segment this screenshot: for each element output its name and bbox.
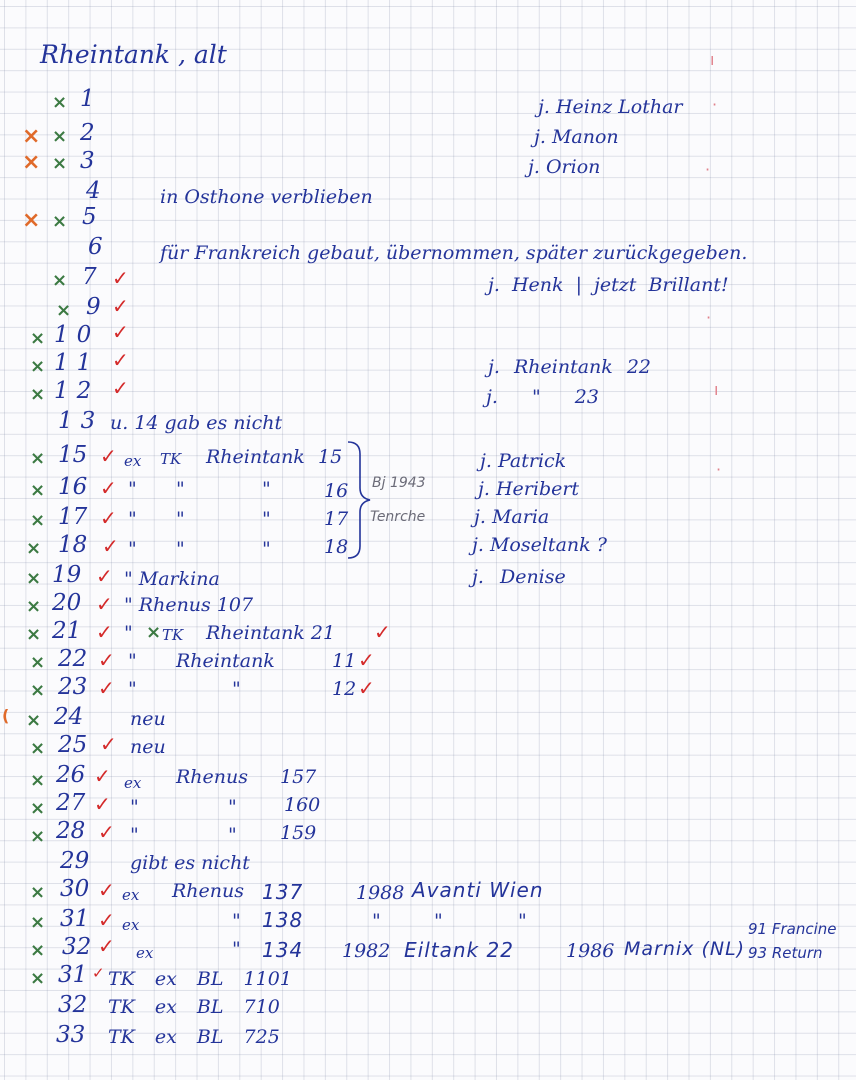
green-cross-mark-icon: × [52,270,68,291]
row-note: u. 14 gab es nicht [110,412,283,434]
row-text: Rheintank 21 [206,622,336,644]
right-note: j. Manon [534,126,619,148]
green-cross-mark-icon: × [52,126,68,147]
right-note: j. Rheintank 22 [488,356,651,378]
red-checkmark-icon: ✓ [112,266,129,290]
ship-number: 157 [280,766,317,788]
red-checkmark-icon: ✓ [100,444,117,468]
green-cross-mark-icon: × [30,510,46,531]
ditto-mark: " [262,508,271,530]
red-checkmark-icon: ✓ [112,320,129,344]
year: 1988 [356,882,405,904]
side-note: 93 Return [748,944,823,962]
green-cross-mark-icon: × [26,596,42,617]
ditto-mark: " [124,622,133,644]
red-checkmark-icon: ✓ [94,764,111,788]
tk-label: TK [162,626,184,644]
green-cross-mark-icon: × [52,153,68,174]
row-number: 32 [58,992,88,1018]
row-number: 31 [60,906,90,932]
pencil-note: Tenrche [370,509,426,525]
margin-mark: · [716,460,722,479]
row-number: 3 [80,148,95,174]
ditto-mark: " [128,508,137,530]
green-cross-mark-icon: × [30,798,46,819]
ship-number: 12 [332,678,357,700]
row-text: " Markina [124,568,220,590]
red-checkmark-icon: ✓ [98,908,115,932]
red-checkmark-icon: ✓ [96,592,113,616]
ditto-mark: " [228,796,237,818]
row-number: 4 [86,178,101,204]
margin-mark: · [705,160,711,179]
ditto-mark: " [262,478,271,500]
right-note: j. Maria [474,506,550,528]
year: 1986 [566,940,615,962]
ditto-mark: " [130,824,139,846]
orange-cross-mark-icon: × [22,208,41,233]
orange-cross-mark-icon: × [22,150,41,175]
red-checkmark-icon: ✓ [358,676,375,700]
ex-label: ex [122,916,140,934]
row-number: 25 [58,732,88,758]
row-note: neu [130,736,166,758]
red-checkmark-icon: ✓ [112,294,129,318]
row-number: 17 [58,504,88,530]
ship-number: 16 [324,480,349,502]
row-number: 30 [60,876,90,902]
green-cross-mark-icon: × [56,300,72,321]
margin-mark: ı [714,380,719,399]
green-cross-mark-icon: × [30,328,46,349]
ditto-mark: " [518,910,527,932]
ditto-mark: " [130,796,139,818]
green-cross-mark-icon: × [26,710,42,731]
side-note: 91 Francine [748,920,837,938]
right-note: j. Heinz Lothar [538,96,683,118]
margin-mark: · [706,308,712,327]
ditto-mark: " [128,678,137,700]
green-cross-mark-icon: × [30,912,46,933]
red-checkmark-icon: ✓ [100,506,117,530]
pencil-note: Bj 1943 [372,475,426,491]
green-cross-mark-icon: × [30,384,46,405]
red-checkmark-icon: ✓ [112,376,129,400]
red-checkmark-icon: ✓ [98,648,115,672]
row-number: 33 [56,1022,86,1048]
ditto-mark: " [128,538,137,560]
red-checkmark-icon: ✓ [100,476,117,500]
ditto-mark: " [128,650,137,672]
red-checkmark-icon: ✓ [96,564,113,588]
ex-label: ex [124,452,142,470]
row-number: 24 [54,704,84,730]
row-number: 9 [86,294,101,320]
ship-number: 17 [324,508,349,530]
row-number: 21 [52,618,82,644]
ship-number: 11 [332,650,357,672]
row-number: 22 [58,646,88,672]
row-number: 26 [56,762,86,788]
row-number: 16 [58,474,88,500]
green-cross-mark-icon: × [30,448,46,469]
row-number: 20 [52,590,82,616]
row-number: 13 [58,408,104,434]
row-number: 19 [52,562,82,588]
row-note: gibt es nicht [130,852,250,874]
green-cross-mark-icon: × [26,538,42,559]
right-note: j. Henk | jetzt Brillant! [488,274,729,296]
right-note: j. Patrick [480,450,567,472]
later-name: Marnix (NL) [624,938,746,960]
red-checkmark-icon: ✓ [94,792,111,816]
green-cross-mark-icon: × [30,770,46,791]
ex-label: ex [136,944,154,962]
orange-cross-mark-icon: × [22,124,41,149]
red-checkmark-icon: ✓ [92,964,105,982]
row-number: 27 [56,790,86,816]
red-checkmark-icon: ✓ [98,676,115,700]
right-note: j. Orion [528,156,601,178]
row-number: 29 [60,848,90,874]
green-cross-mark-icon: × [26,568,42,589]
ship-name: Rheintank [206,446,305,468]
later-name: Avanti Wien [412,878,544,902]
row-note: für Frankreich gebaut, übernommen, später zurückgegeben. [160,242,748,264]
ditto-mark: " [232,678,241,700]
green-cross-mark-icon: × [30,882,46,903]
ship-number: 138 [262,908,304,932]
curly-brace-icon [342,440,382,560]
row-number: 12 [54,378,100,404]
row-number: 15 [58,442,88,468]
ex-label: ex [122,886,140,904]
red-checkmark-icon: ✓ [358,648,375,672]
row-number: 18 [58,532,88,558]
year: 1982 [342,940,391,962]
red-checkmark-icon: ✓ [102,534,119,558]
ship-number: 18 [324,536,349,558]
row-note: neu [130,708,166,730]
red-checkmark-icon: ✓ [100,732,117,756]
red-checkmark-icon: ✓ [96,620,113,644]
green-cross-mark-icon: × [30,968,46,989]
ship-number: 15 [318,446,343,468]
margin-mark: ı [710,50,715,69]
ship-number: 159 [280,822,317,844]
red-checkmark-icon: ✓ [98,934,115,958]
right-note: j. Denise [472,566,566,588]
row-text: " Rhenus 107 [124,594,254,616]
ditto-mark: " [228,824,237,846]
right-note: j. Moseltank ? [472,534,607,556]
ship-name: Rhenus [176,766,249,788]
row-text: TK ex BL 725 [108,1026,280,1048]
green-cross-mark-icon: × [30,480,46,501]
green-cross-mark-icon: × [146,622,162,643]
green-cross-mark-icon: × [52,92,68,113]
green-cross-mark-icon: × [30,826,46,847]
ditto-mark: " [232,910,241,932]
ditto-mark: " [434,910,443,932]
row-note: in Osthone verblieben [160,186,373,208]
row-text: TK ex BL 1101 [108,968,292,990]
page-title: Rheintank , alt [40,40,227,69]
green-cross-mark-icon: × [30,356,46,377]
green-cross-mark-icon: × [26,624,42,645]
ship-number: 160 [284,794,321,816]
ex-label: ex [124,774,142,792]
row-number: 28 [56,818,86,844]
red-checkmark-icon: ✓ [98,820,115,844]
ditto-mark: " [176,508,185,530]
row-number: 32 [62,934,92,960]
green-cross-mark-icon: × [30,738,46,759]
row-number: 6 [88,234,103,260]
ditto-mark: " [372,910,381,932]
ditto-mark: " [262,538,271,560]
row-number: 5 [82,204,97,230]
red-checkmark-icon: ✓ [112,348,129,372]
margin-mark: · [712,95,718,114]
ship-name: Rhenus [172,880,245,902]
row-text: TK ex BL 710 [108,996,280,1018]
later-name: Eiltank 22 [404,938,514,962]
ditto-mark: " [176,478,185,500]
green-cross-mark-icon: × [30,652,46,673]
ditto-mark: " [128,478,137,500]
row-number: 1 [80,86,95,112]
green-cross-mark-icon: × [52,211,68,232]
ship-name: Rheintank [176,650,275,672]
right-note: j. " 23 [486,386,599,408]
row-number: 7 [82,264,97,290]
green-cross-mark-icon: × [30,940,46,961]
row-number: 31 [58,962,88,988]
ship-number: 137 [262,880,304,904]
row-number: 11 [54,350,100,376]
ditto-mark: " [232,938,241,960]
right-note: j. Heribert [478,478,580,500]
green-cross-mark-icon: × [30,680,46,701]
ship-number: 134 [262,938,304,962]
ditto-mark: " [176,538,185,560]
tk-label: TK [160,450,182,468]
orange-bracket-mark-icon: ( [2,706,10,725]
red-checkmark-icon: ✓ [98,878,115,902]
row-number: 23 [58,674,88,700]
red-checkmark-icon: ✓ [374,620,391,644]
row-number: 10 [54,322,100,348]
row-number: 2 [80,120,95,146]
